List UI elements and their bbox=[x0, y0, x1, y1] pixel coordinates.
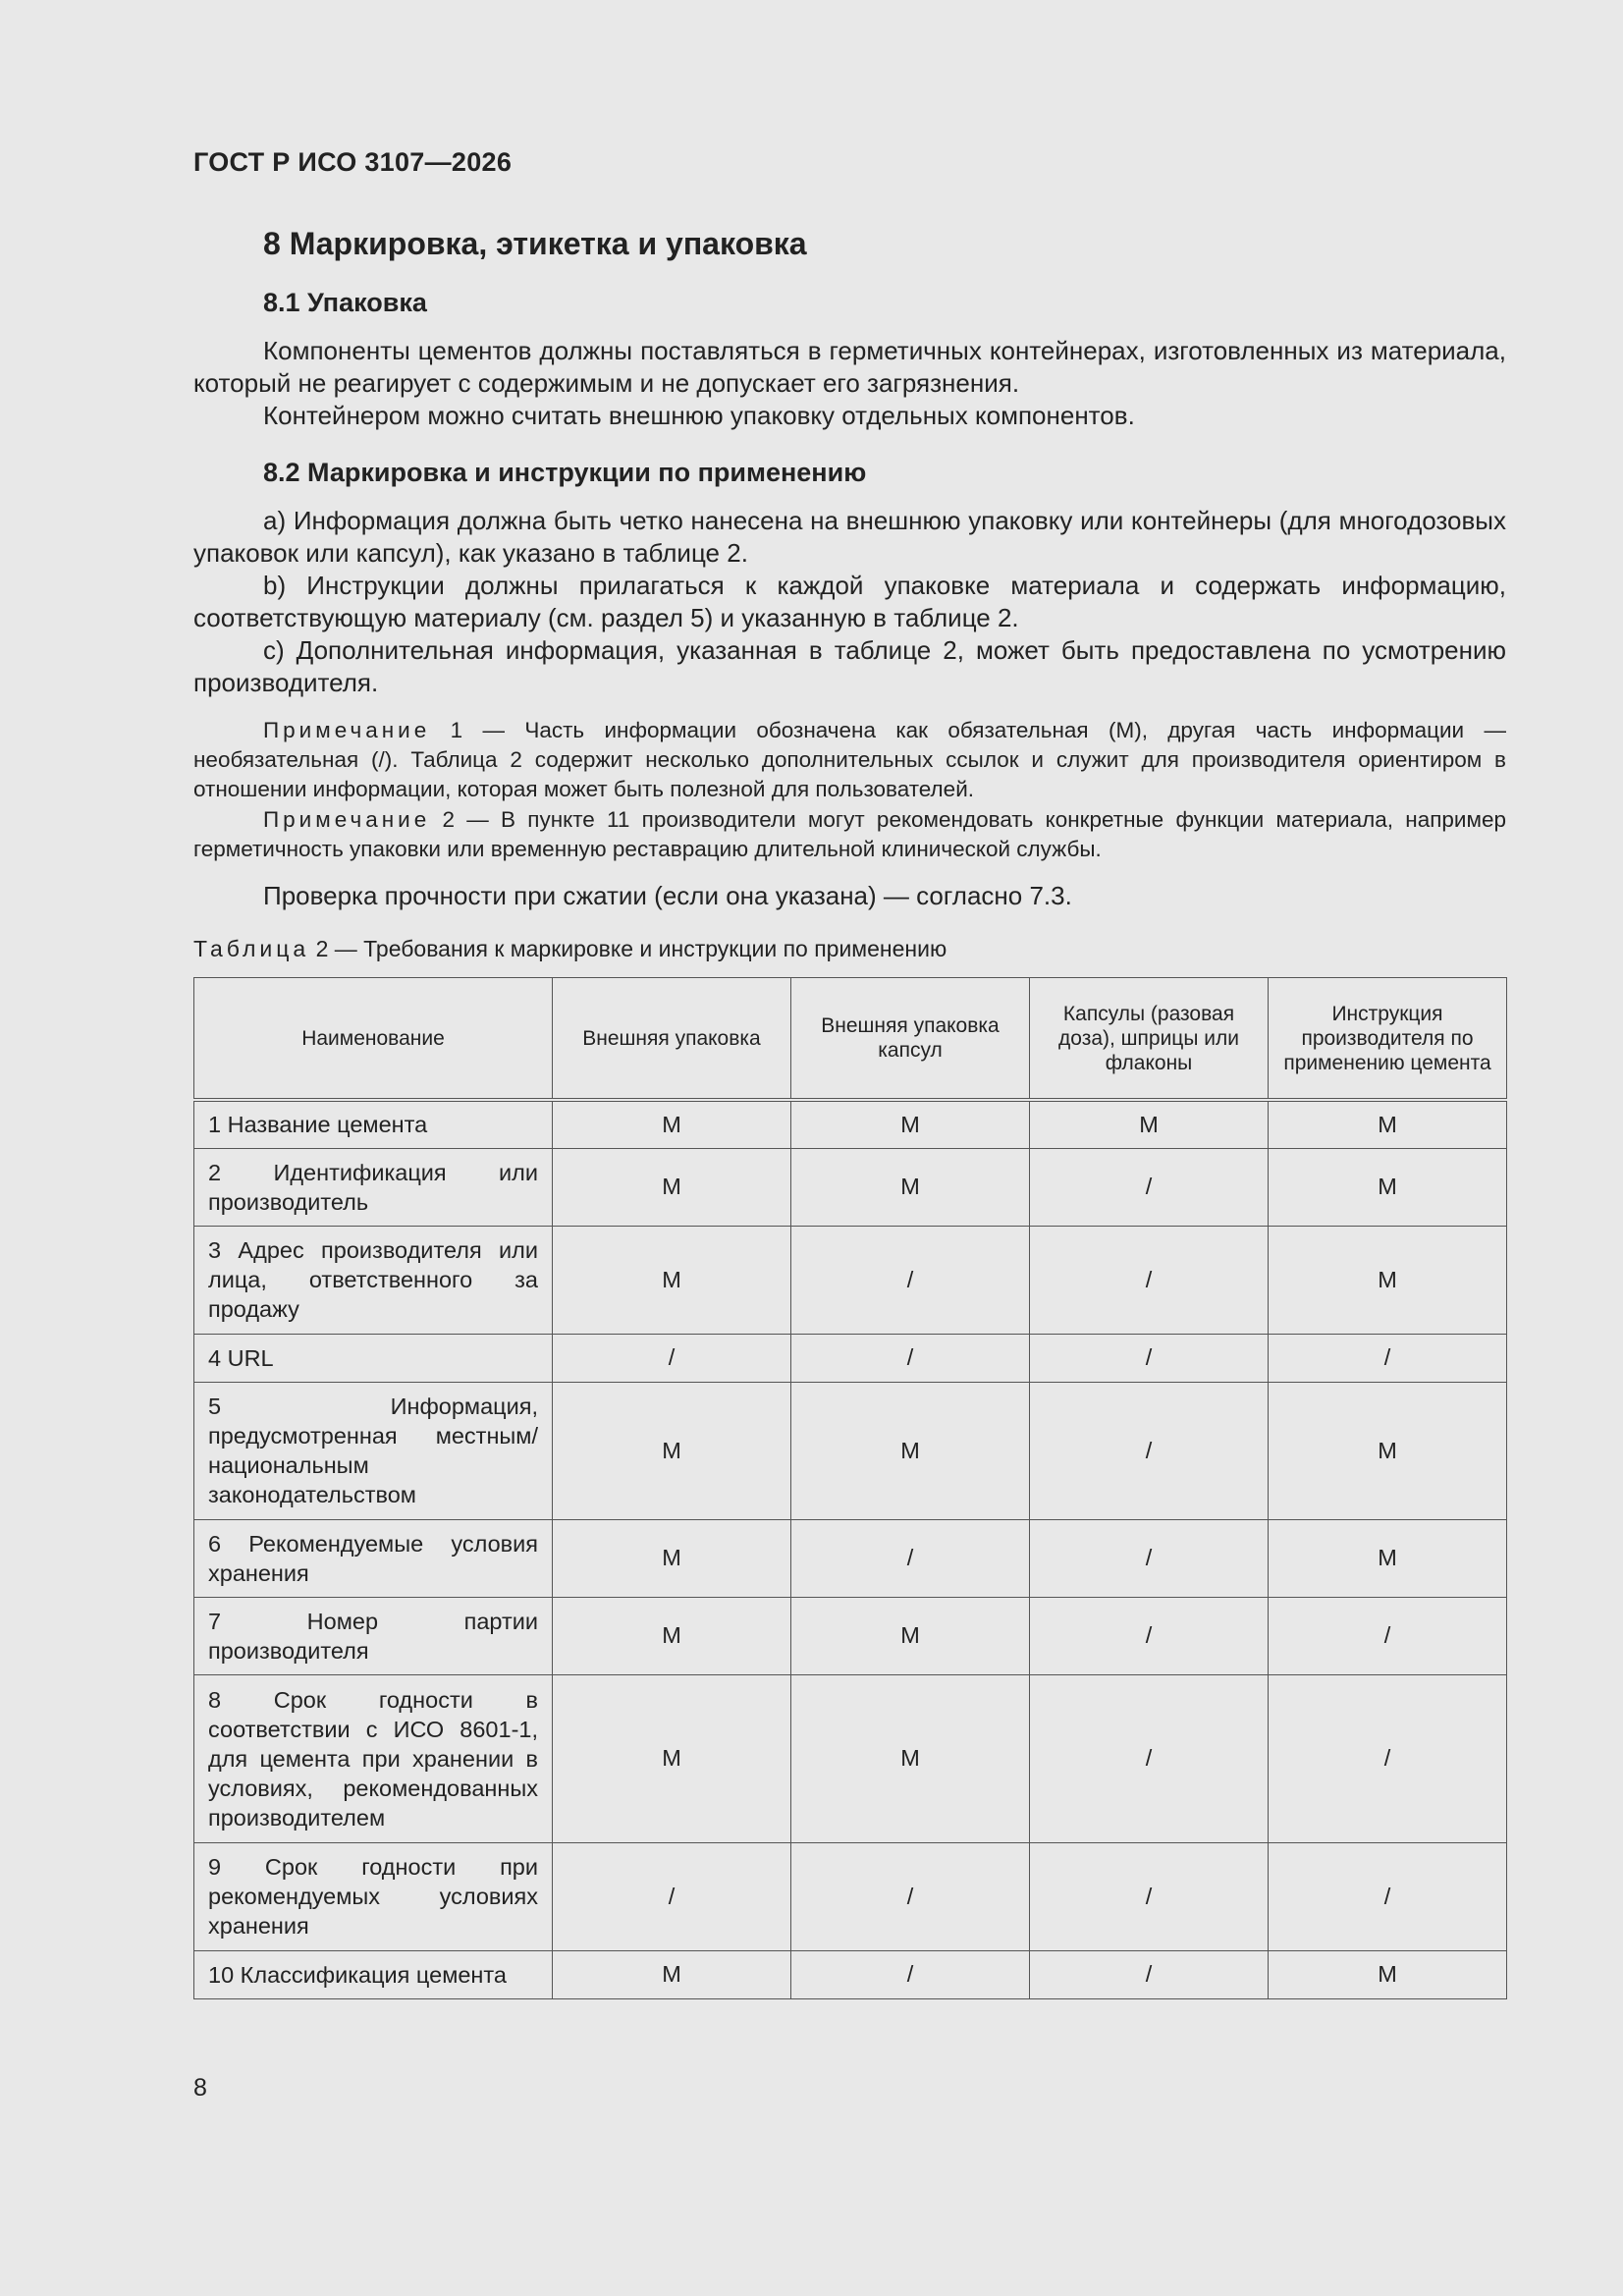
row-value: M bbox=[1269, 1950, 1507, 1998]
row-value: M bbox=[1030, 1100, 1269, 1148]
row-name: 5 Информация, предусмотренная местным/национальным законодательством bbox=[194, 1382, 553, 1519]
row-name: 7 Номер партии производителя bbox=[194, 1597, 553, 1674]
row-value: / bbox=[1030, 1226, 1269, 1334]
table-row bbox=[194, 1597, 1507, 1674]
requirements-table bbox=[193, 977, 1507, 1999]
row-value: / bbox=[1030, 1382, 1269, 1519]
row-value: M bbox=[553, 1950, 791, 1998]
paragraph-item-a: a) Информация должна быть четко нанесена на внешнюю упаковку или контейнеры (для многодозовых упаковок или капсул), как указано в таблице 2. bbox=[193, 506, 1506, 568]
row-value: M bbox=[1269, 1226, 1507, 1334]
row-name: 9 Срок годности при рекомендуемых условиях хранения bbox=[194, 1842, 553, 1950]
page-number: 8 bbox=[193, 2074, 207, 2102]
document-id-header: ГОСТ Р ИСО 3107—2026 bbox=[193, 147, 513, 177]
table-row bbox=[194, 1100, 1507, 1148]
note-1-text: 1 — Часть информации обозначена как обязательная (M), другая часть информации — необязательная (/). Таблица 2 содержит несколько дополнительных ссылок и служит для производителя ориентиром в отношении информации, которая может быть полезной для пользователей. bbox=[193, 718, 1506, 801]
row-value: / bbox=[1269, 1842, 1507, 1950]
table-caption-label: Таблица bbox=[193, 936, 310, 961]
row-value: M bbox=[1269, 1148, 1507, 1226]
note-2-text: 2 — В пункте 11 производители могут рекомендовать конкретные функции материала, например герметичность упаковки или временную реставрацию длительной клинической службы. bbox=[193, 807, 1506, 861]
column-header-outer-pack: Внешняя упаковка bbox=[553, 978, 791, 1101]
paragraph-item-b: b) Инструкции должны прилагаться к каждой упаковке материала и содержать информацию, соответствующую материалу (см. раздел 5) и указанную в таблице 2. bbox=[193, 571, 1506, 632]
row-value: / bbox=[553, 1334, 791, 1382]
paragraph-strength-check: Проверка прочности при сжатии (если она указана) — согласно 7.3. bbox=[263, 881, 1072, 910]
row-value: M bbox=[791, 1100, 1030, 1148]
row-name: 2 Идентификация или производитель bbox=[194, 1148, 553, 1226]
paragraph-item-c: c) Дополнительная информация, указанная в таблице 2, может быть предоставлена по усмотрению производителя. bbox=[193, 635, 1506, 697]
table-row bbox=[194, 1334, 1507, 1382]
row-value: / bbox=[791, 1519, 1030, 1597]
row-name: 6 Рекомендуемые условия хранения bbox=[194, 1519, 553, 1597]
row-name: 8 Срок годности в соответствии с ИСО 8601-1, для цемента при хранении в условиях, рекомендованных производителем bbox=[194, 1674, 553, 1842]
table-row bbox=[194, 1226, 1507, 1334]
row-value: M bbox=[553, 1674, 791, 1842]
row-value: M bbox=[553, 1100, 791, 1148]
table-caption-text: 2 — Требования к маркировке и инструкции по применению bbox=[309, 936, 947, 961]
table-row bbox=[194, 1842, 1507, 1950]
section-title: 8 Маркировка, этикетка и упаковка bbox=[263, 226, 807, 261]
column-header-instructions: Инструкция производителя по применению цемента bbox=[1269, 978, 1507, 1101]
table-caption bbox=[193, 936, 947, 962]
paragraph-containers: Компоненты цементов должны поставляться в герметичных контейнерах, изготовленных из материала, который не реагирует с содержимым и не допускает его загрязнения. bbox=[193, 336, 1506, 398]
row-value: / bbox=[791, 1334, 1030, 1382]
row-value: M bbox=[791, 1597, 1030, 1674]
subsection-title-packaging: 8.1 Упаковка bbox=[263, 288, 427, 317]
column-header-name: Наименование bbox=[194, 978, 553, 1101]
note-2 bbox=[193, 805, 1506, 864]
row-value: / bbox=[791, 1226, 1030, 1334]
row-value: / bbox=[1030, 1674, 1269, 1842]
row-value: / bbox=[1030, 1597, 1269, 1674]
row-value: / bbox=[1269, 1674, 1507, 1842]
row-value: / bbox=[1030, 1334, 1269, 1382]
row-name: 1 Название цемента bbox=[194, 1100, 553, 1148]
table-header-row bbox=[194, 978, 1507, 1101]
column-header-capsule-pack: Внешняя упаковка капсул bbox=[791, 978, 1030, 1101]
row-name: 4 URL bbox=[194, 1334, 553, 1382]
paragraph-outer-packaging: Контейнером можно считать внешнюю упаковку отдельных компонентов. bbox=[263, 401, 1135, 430]
row-value: / bbox=[1030, 1148, 1269, 1226]
row-value: / bbox=[1030, 1842, 1269, 1950]
row-value: / bbox=[1030, 1950, 1269, 1998]
subsection-title-marking: 8.2 Маркировка и инструкции по применению bbox=[263, 458, 867, 487]
table-row bbox=[194, 1382, 1507, 1519]
row-name: 10 Классификация цемента bbox=[194, 1950, 553, 1998]
row-value: M bbox=[1269, 1382, 1507, 1519]
column-header-capsules: Капсулы (разовая доза), шприцы или флаконы bbox=[1030, 978, 1269, 1101]
row-value: / bbox=[1269, 1334, 1507, 1382]
row-value: M bbox=[553, 1597, 791, 1674]
note-2-label: Примечание bbox=[263, 807, 431, 832]
table-row bbox=[194, 1674, 1507, 1842]
row-value: M bbox=[791, 1382, 1030, 1519]
row-value: / bbox=[791, 1842, 1030, 1950]
note-1-label: Примечание bbox=[263, 718, 431, 742]
note-1 bbox=[193, 716, 1506, 804]
row-value: / bbox=[553, 1842, 791, 1950]
row-value: M bbox=[553, 1226, 791, 1334]
row-value: / bbox=[1269, 1597, 1507, 1674]
row-value: M bbox=[791, 1674, 1030, 1842]
table-row bbox=[194, 1148, 1507, 1226]
row-value: / bbox=[791, 1950, 1030, 1998]
table-row bbox=[194, 1519, 1507, 1597]
row-name: 3 Адрес производителя или лица, ответственного за продажу bbox=[194, 1226, 553, 1334]
row-value: M bbox=[791, 1148, 1030, 1226]
row-value: M bbox=[553, 1148, 791, 1226]
row-value: / bbox=[1030, 1519, 1269, 1597]
row-value: M bbox=[553, 1382, 791, 1519]
row-value: M bbox=[553, 1519, 791, 1597]
row-value: M bbox=[1269, 1100, 1507, 1148]
row-value: M bbox=[1269, 1519, 1507, 1597]
table-row bbox=[194, 1950, 1507, 1998]
